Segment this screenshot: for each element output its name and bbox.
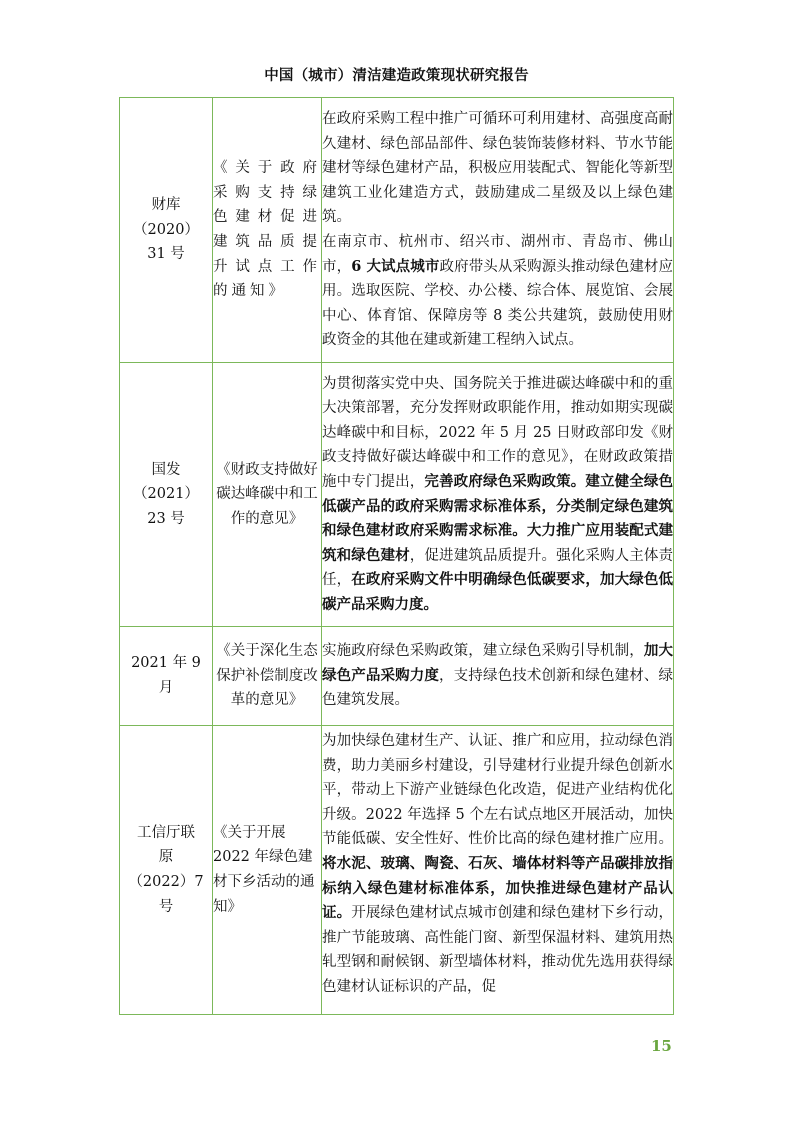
content-cell	[322, 98, 674, 363]
content-text: 在政府采购工程中推广可循环可利用建材、高强度高耐久建材、绿色部品部件、绿色装饰装修材料、节水节能建材等绿色建材产品，积极应用装配式、智能化等新型建筑工业化建造方式，鼓励建成二星级及以上绿色建筑。	[322, 111, 673, 226]
doc-number-line: 月	[158, 680, 174, 696]
table-row	[120, 726, 674, 1015]
content-text-bold: 在政府采购文件中明确绿色低碳要求，加大绿色低碳产品采购力度。	[322, 571, 674, 613]
doc-number-cell	[120, 98, 213, 363]
table-row	[120, 363, 674, 627]
doc-number-line: 23 号	[147, 510, 185, 527]
content-text-bold: 加大绿色产品采购力度	[322, 642, 674, 684]
content-text: 在南京市、杭州市、绍兴市、湖州市、青岛市、佛山市，	[322, 234, 673, 275]
content-paragraph	[322, 372, 673, 618]
doc-title-cell: 《关于政府采购支持绿色建材促进建筑品质提升试点工作的通知》	[213, 98, 322, 363]
content-text-bold: 6 大试点城市	[351, 257, 440, 275]
report-header-title: 中国（城市）清洁建造政策现状研究报告	[264, 68, 529, 84]
doc-number-line: 2021 年 9	[131, 655, 201, 672]
doc-title-cell: 《关于深化生态保护补偿制度改革的意见》	[213, 627, 322, 726]
content-text: 为贯彻落实党中央、国务院关于推进碳达峰碳中和的重大决策部署，充分发挥财政职能作用，推动如期实现碳达峰碳中和目标，2022 年 5 月 25 日财政部印发《财政支持做好碳达峰碳中和工作的意见》，在财政政策措施中专门提出，	[322, 375, 673, 490]
content-cell	[322, 726, 674, 1015]
doc-number-line: 31 号	[147, 246, 185, 263]
doc-number-cell	[120, 726, 213, 1015]
content-cell	[322, 363, 674, 627]
doc-number-line: （2020）	[133, 221, 199, 238]
policy-table	[119, 97, 674, 1015]
content-text: 政府带头从采购源头推动绿色建材应用。选取医院、学校、办公楼、综合体、展览馆、会展中心、体育馆、保障房等 8 类公共建筑，鼓励使用财政资金的其他在建或新建工程纳入试点。	[322, 258, 674, 349]
doc-number-line: （2022）7	[128, 874, 204, 890]
content-text: ，支持绿色技术创新和绿色建材、绿色建筑发展。	[322, 667, 674, 709]
content-text-bold: 完善政府绿色采购政策。建立健全绿色低碳产品的政府采购需求标准体系	[322, 472, 674, 515]
content-text: 为加快绿色建材生产、认证、推广和应用，拉动绿色消费，助力美丽乡村建设，引导建材行业提升绿色创新水平，带动上下游产业链绿色化改造，促进产业结构优化升级。2022 年选择 5 个左右试点地区开展活动，加快节能低碳、安全性好、性价比高的绿色建材推广应用。	[322, 733, 673, 848]
content-paragraph	[322, 230, 673, 353]
doc-number-line: 原	[158, 849, 174, 866]
page-number: 15	[651, 1037, 672, 1055]
doc-number-line: 工信厅联	[137, 824, 195, 841]
content-paragraph	[322, 107, 673, 230]
doc-number-line: （2021）	[133, 486, 199, 503]
doc-title-cell: 《关于开展 2022 年绿色建材下乡活动的通知》	[213, 726, 322, 1015]
content-text: 实施政府绿色采购政策，建立绿色采购引导机制，	[322, 643, 644, 660]
content-paragraph	[322, 639, 673, 713]
content-text: 开展绿色建材试点城市创建和绿色建材下乡行动，推广节能玻璃、高性能门窗、新型保温材料、建筑用热轧型钢和耐候钢、新型墙体材料，推动优先选用获得绿色建材认证标识的产品，促	[322, 905, 674, 995]
doc-number-line: 号	[158, 898, 174, 915]
content-text-bold: 大力推广应用装配式建筑和绿色建材	[322, 522, 674, 564]
content-paragraph	[322, 729, 673, 1000]
doc-number-cell	[120, 363, 213, 627]
table-row	[120, 98, 674, 363]
content-text-bold: ，分类制定绿色建筑和绿色建材政府采购需求标准。	[322, 497, 674, 540]
content-cell	[322, 627, 674, 726]
content-text: ，促进建筑品质提升。强化采购人主体责任，	[322, 547, 674, 589]
doc-title-cell: 《财政支持做好碳达峰碳中和工作的意见》	[213, 363, 322, 627]
table-row	[120, 627, 674, 726]
doc-number-cell	[120, 627, 213, 726]
doc-number-line: 国发	[151, 461, 181, 478]
doc-number-line: 财库	[151, 197, 181, 214]
content-text-bold: 将水泥、玻璃、陶瓷、石灰、墙体材料等产品碳排放指标纳入绿色建材标准体系，加快推进绿色建材产品认证。	[322, 854, 673, 922]
